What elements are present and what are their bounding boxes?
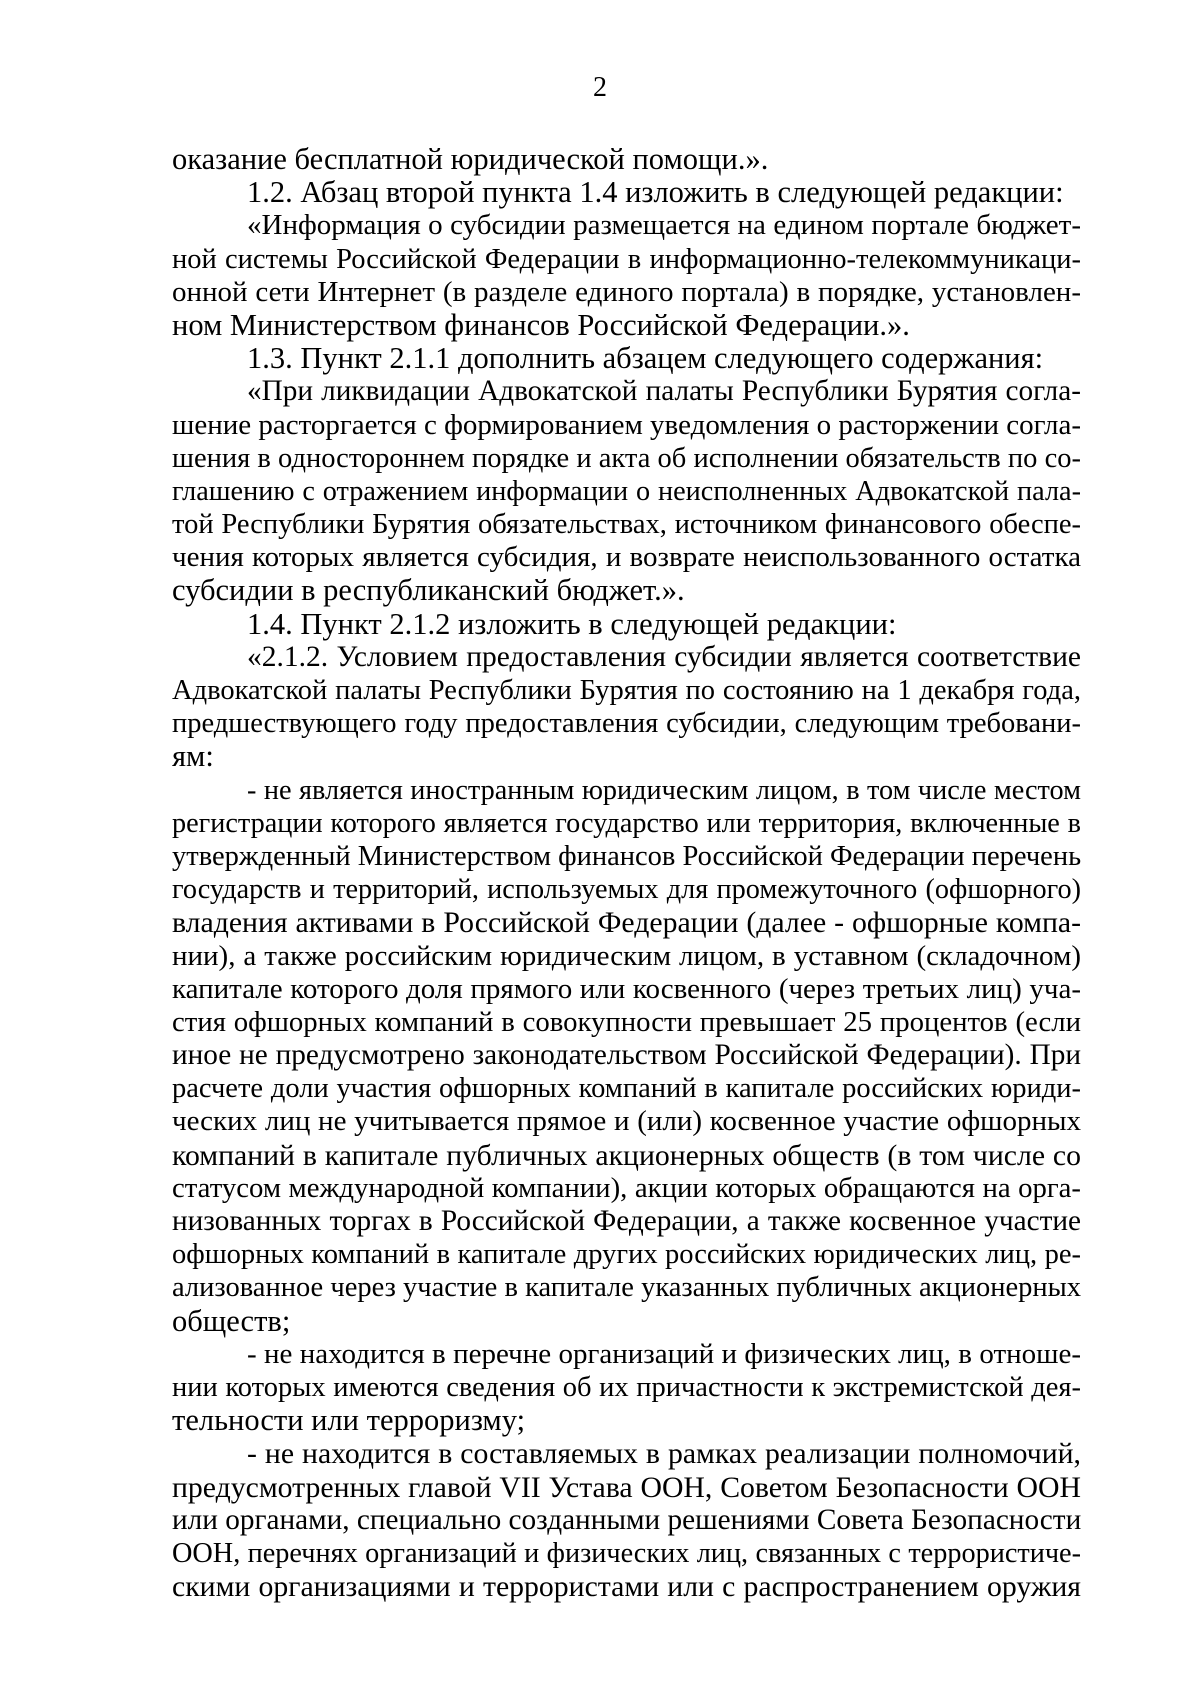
text-line: оказание бесплатной юридической помощи.». [172,142,769,176]
text-line: - не находится в перечне организаций и физических лиц, в отноше- [247,1337,1081,1370]
text-line: расчете доли участия офшорных компаний в капитале российских юриди- [172,1073,1081,1105]
text-line: статусом международной компании), акции которых обращаются на орга- [172,1171,1081,1204]
text-line: той Республики Бурятия обязательствах, источником финансового обеспе- [172,509,1081,541]
text-line: регистрации которого является государство или территория, включенные в [172,807,1081,839]
text-line: ческих лиц не учитывается прямое и (или) косвенное участие офшорных [172,1105,1081,1138]
text-line: 1.3. Пункт 2.1.1 дополнить абзацем следующего содержания: [247,341,1044,376]
document-body [172,143,1081,1603]
text-line: «Информация о субсидии размещается на едином портале бюджет- [247,209,1081,242]
text-line: Адвокатской палаты Республики Бурятия по состоянию на 1 декабря года, [172,675,1081,706]
text-line: субсидии в республиканский бюджет.». [172,573,685,608]
text-line: шения в одностороннем порядке и акта об исполнении обязательств по со- [172,442,1081,474]
text-line: ном Министерством финансов Российской Федерации.». [172,307,910,342]
text-line: шение расторгается с формированием уведомления о расторжении согла- [172,408,1082,441]
text-line: государств и территорий, используемых для промежуточного (офшорного) [172,874,1081,906]
text-line: обществ; [172,1303,291,1338]
text-line: скими организациями и террористами или с распространением оружия [172,1570,1081,1604]
text-line: 1.2. Абзац второй пункта 1.4 изложить в следующей редакции: [247,175,1064,210]
text-line: «При ликвидации Адвокатской палаты Республики Бурятия согла- [247,375,1081,408]
text-line: глашению с отражением информации о неисполненных Адвокатской пала- [172,475,1081,507]
text-line: владения активами в Российской Федерации (далее - офшорные компа- [172,906,1081,940]
text-line: иное не предусмотрено законодательством Российской Федерации). При [172,1039,1081,1072]
text-line: ной системы Российской Федерации в информационно-телекоммуникаци- [172,243,1081,275]
text-line: ООН, перечнях организаций и физических лиц, связанных с террористиче- [172,1537,1081,1569]
text-line: предусмотренных главой VII Устава ООН, Советом Безопасности ООН [172,1470,1081,1504]
text-line: ализованное через участие в капитале указанных публичных акционерных [172,1272,1081,1304]
text-line: или органами, специально созданными решениями Совета Безопасности [172,1503,1082,1536]
text-line: капитале которого доля прямого или косвенного (через третьих лиц) уча- [172,972,1081,1005]
text-line: 1.4. Пункт 2.1.2 изложить в следующей редакции: [247,606,897,641]
text-line: низованных торгах в Российской Федерации, а также косвенное участие [172,1205,1081,1237]
text-line: онной сети Интернет (в разделе единого портала) в порядке, установлен- [172,275,1081,308]
text-line: нии), а также российским юридическим лицом, в уставном (складочном) [172,939,1081,972]
text-line: стия офшорных компаний в совокупности превышает 25 процентов (если [172,1005,1081,1038]
text-line: «2.1.2. Условием предоставления субсидии является соответствие [247,640,1081,673]
text-line: нии которых имеются сведения об их причастности к экстремистской дея- [172,1371,1081,1403]
text-line: компаний в капитале публичных акционерных обществ (в том числе со [172,1138,1081,1172]
text-line: предшествующего году предоставления субсидии, следующим требовани- [172,708,1081,740]
text-line: офшорных компаний в капитале других российских юридических лиц, ре- [172,1239,1081,1271]
page-number: 2 [593,72,607,103]
text-line: утвержденный Министерством финансов Российской Федерации перечень [172,840,1082,872]
text-line: тельности или терроризму; [172,1403,526,1438]
text-line: чения которых является субсидия, и возврате неиспользованного остатка [172,541,1081,574]
text-line: - не является иностранным юридическим лицом, в том числе местом [247,774,1081,806]
text-line: ям: [172,739,214,774]
text-line: - не находится в составляемых в рамках реализации полномочий, [247,1437,1081,1471]
